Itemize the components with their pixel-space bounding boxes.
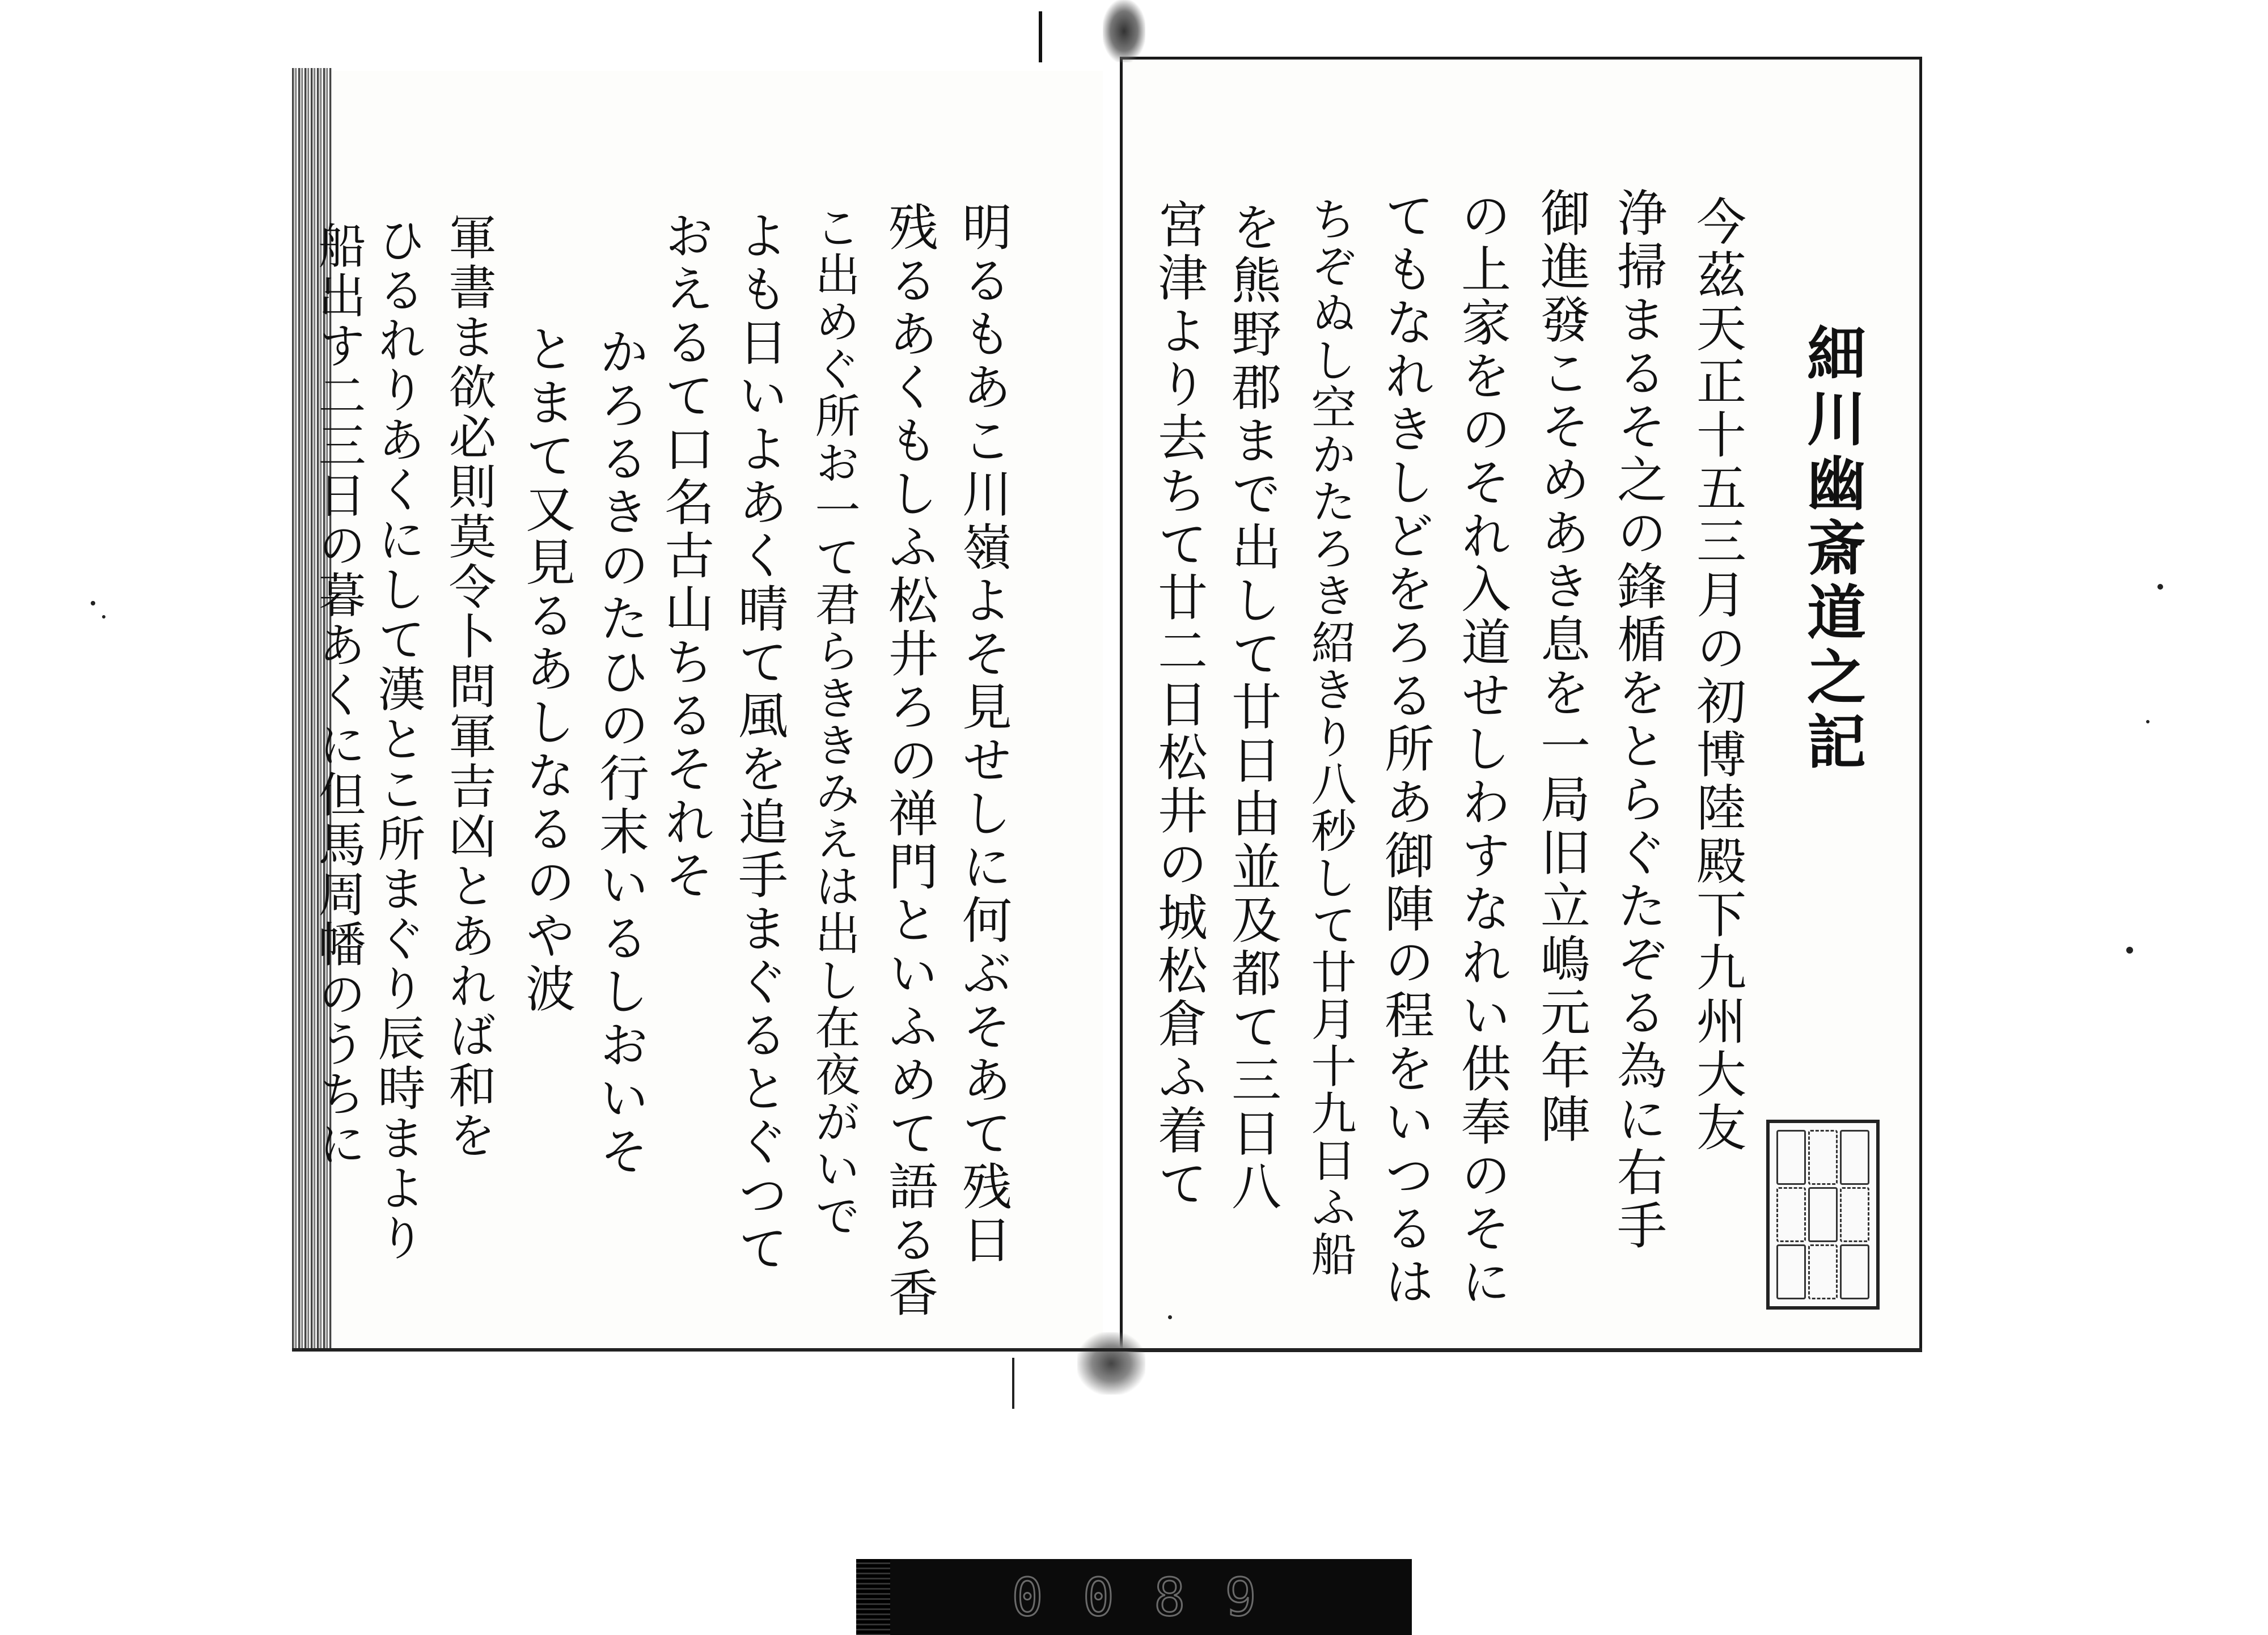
scan-speck [2157,584,2163,590]
page-bottom-edge [292,1348,1922,1352]
binding-mark-top [1039,11,1042,62]
left-column-9: ひるれりあくにして漢とこ所まぐり辰時まより [370,215,426,1263]
left-column-7: とまて又見るあしなるのや波 [518,323,576,1016]
left-column-5: おえるて口名古山ちるそれそ [657,210,715,903]
scan-speck [91,601,95,605]
binding-mark-bottom [1012,1358,1014,1409]
left-column-1: 明るもあこ川嶺よそ見せしに何ぶそあて残日 [954,201,1013,1267]
call-number-digit-1: 0 [1012,1566,1043,1628]
left-column-4: よも日いよあく晴て風を追手まぐるとぐつて [730,210,789,1276]
call-number-digit-4: 9 [1225,1566,1256,1628]
right-column-3: 御進發こそめあき息を一局旧立嶋元年陣 [1533,187,1591,1146]
left-column-3: こ出めぐ所お一て君らききみえは出し在夜がいで [807,204,860,1239]
left-column-6: かろるきのたひの行末いるしおいそ [591,326,650,1179]
gutter-shadow-top [1103,0,1145,62]
left-column-8: 軍書ま欲必則莫令卜問軍吉凶とあれば和を [441,213,497,1160]
scan-speck [102,615,105,619]
call-number-plate [856,1559,1412,1635]
left-column-2: 残るあくもしふ松井ろの禅門といふめて語る香 [881,201,939,1320]
right-column-6: ちぞぬし空かたろき紹きり八秒して廿月十九日ふ船 [1304,196,1356,1278]
right-column-7: を熊野郡まで出して廿日由並及都て三日八 [1224,201,1282,1214]
scan-speck [1168,1315,1172,1319]
right-column-4: の上家をのそれ入道せしわすなれい供奉のそに [1453,190,1512,1309]
right-column-1: 今茲天正十五三月の初博陸殿下九州大友 [1689,196,1747,1155]
scan-speck [2146,720,2149,723]
right-column-5: てもなれきしどをろる所あ御陣の程をいつるは [1377,190,1435,1309]
plate-edge [856,1559,890,1635]
gutter-shadow-bottom [1077,1332,1145,1395]
left-column-10: 船出す二三日の暮あくに但馬周幡のうちに [311,221,366,1169]
document-title: 細川幽斎道之記 [1797,323,1867,776]
right-column-2: 浄掃まるそ之の鋒楯をとらぐたぞる為に右手 [1609,187,1668,1253]
scan-speck [2126,947,2133,954]
library-seal-stamp [1766,1120,1880,1310]
right-column-8: 宮津より去ちて廿二日松井の城松倉ふ着て [1150,198,1208,1211]
call-number-digit-3: 8 [1154,1566,1186,1628]
call-number-digit-2: 0 [1082,1566,1114,1628]
